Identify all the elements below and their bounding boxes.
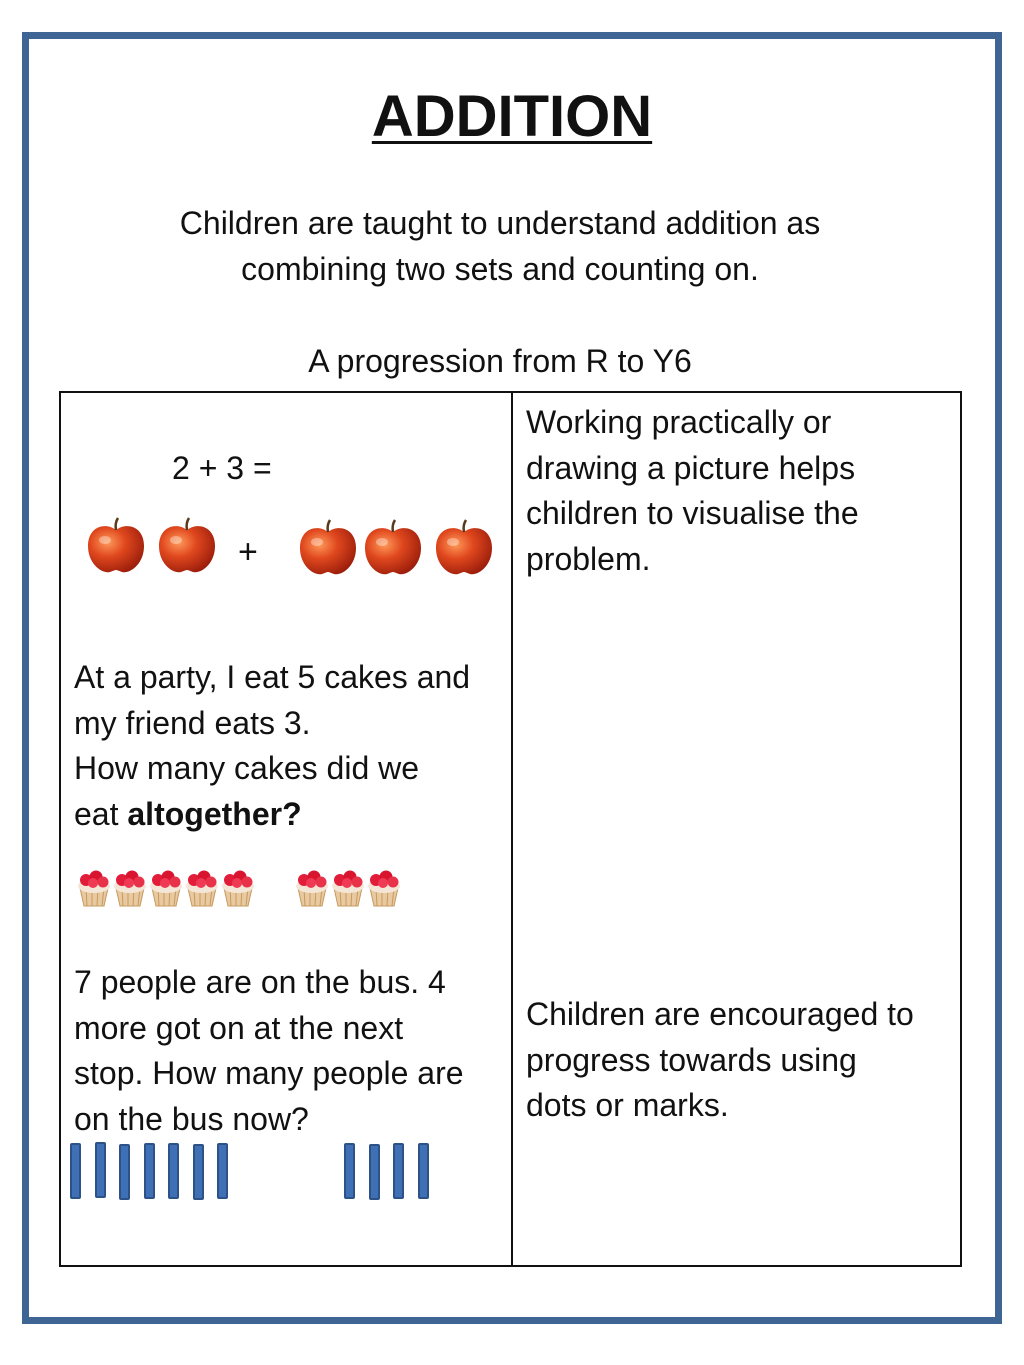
- tally-bar: [217, 1143, 228, 1199]
- cupcake-icon: [76, 864, 112, 908]
- tally-bars-right: [344, 1142, 444, 1202]
- plus-sign: +: [238, 533, 258, 571]
- practical-line-2: drawing a picture helps: [526, 449, 856, 486]
- practical-line-4: problem.: [526, 540, 651, 577]
- apple-icon: [296, 518, 360, 578]
- tally-bar: [144, 1143, 155, 1199]
- progression-text: A progression from R to Y6: [308, 343, 692, 379]
- practical-note: [526, 400, 956, 582]
- cupcake-icon: [148, 864, 184, 908]
- cupcake-icon: [294, 864, 330, 908]
- apple-icon: [84, 516, 148, 576]
- dots-note: [526, 992, 956, 1129]
- sum-label: 2 + 3 =: [172, 450, 272, 486]
- party-line-1: At a party, I eat 5 cakes and: [74, 659, 471, 695]
- tally-bar: [168, 1143, 179, 1199]
- tally-bar: [193, 1144, 204, 1200]
- practical-line-3: children to visualise the: [526, 495, 859, 531]
- cupcake-icon: [112, 864, 148, 908]
- tally-bar: [344, 1143, 355, 1199]
- party-line-4: [74, 792, 504, 838]
- tally-bar: [119, 1144, 130, 1200]
- table-divider: [511, 393, 513, 1265]
- tally-bar: [393, 1143, 404, 1199]
- bus-question: [74, 960, 504, 1142]
- intro-line-1: Children are taught to understand addition as: [179, 205, 821, 241]
- party-line-4-text: eat: [74, 795, 128, 832]
- bus-line-4: on the bus now?: [74, 1100, 309, 1137]
- cupcake-icon: [366, 864, 402, 908]
- dots-line-2: progress towards using: [526, 1041, 857, 1078]
- apple-icon: [432, 518, 496, 578]
- tally-bar: [418, 1143, 429, 1199]
- party-line-2: my friend eats 3.: [74, 704, 311, 741]
- cupcake-icon: [220, 864, 256, 908]
- apple-icon: [155, 516, 219, 576]
- tally-bar: [369, 1144, 380, 1200]
- intro-text: [100, 200, 900, 292]
- page-title: ADDITION: [371, 84, 653, 149]
- cupcake-icon: [184, 864, 220, 908]
- bus-line-1: 7 people are on the bus. 4: [74, 964, 446, 1000]
- dots-line-3: dots or marks.: [526, 1087, 729, 1123]
- apple-icon: [361, 518, 425, 578]
- practical-line-1: Working practically or: [526, 404, 832, 440]
- cupcake-icon: [330, 864, 366, 908]
- party-line-3: How many cakes did we: [74, 750, 420, 786]
- intro-line-2: combining two sets and counting on.: [241, 251, 759, 287]
- tally-bar: [70, 1143, 81, 1199]
- dots-line-1: Children are encouraged to: [526, 996, 914, 1032]
- bus-line-2: more got on at the next: [74, 1009, 404, 1046]
- bus-line-3: stop. How many people are: [74, 1055, 464, 1091]
- tally-bars-left: [70, 1142, 240, 1202]
- party-question: [74, 655, 504, 837]
- tally-bar: [95, 1142, 106, 1198]
- altogether-emphasis: altogether?: [127, 795, 302, 832]
